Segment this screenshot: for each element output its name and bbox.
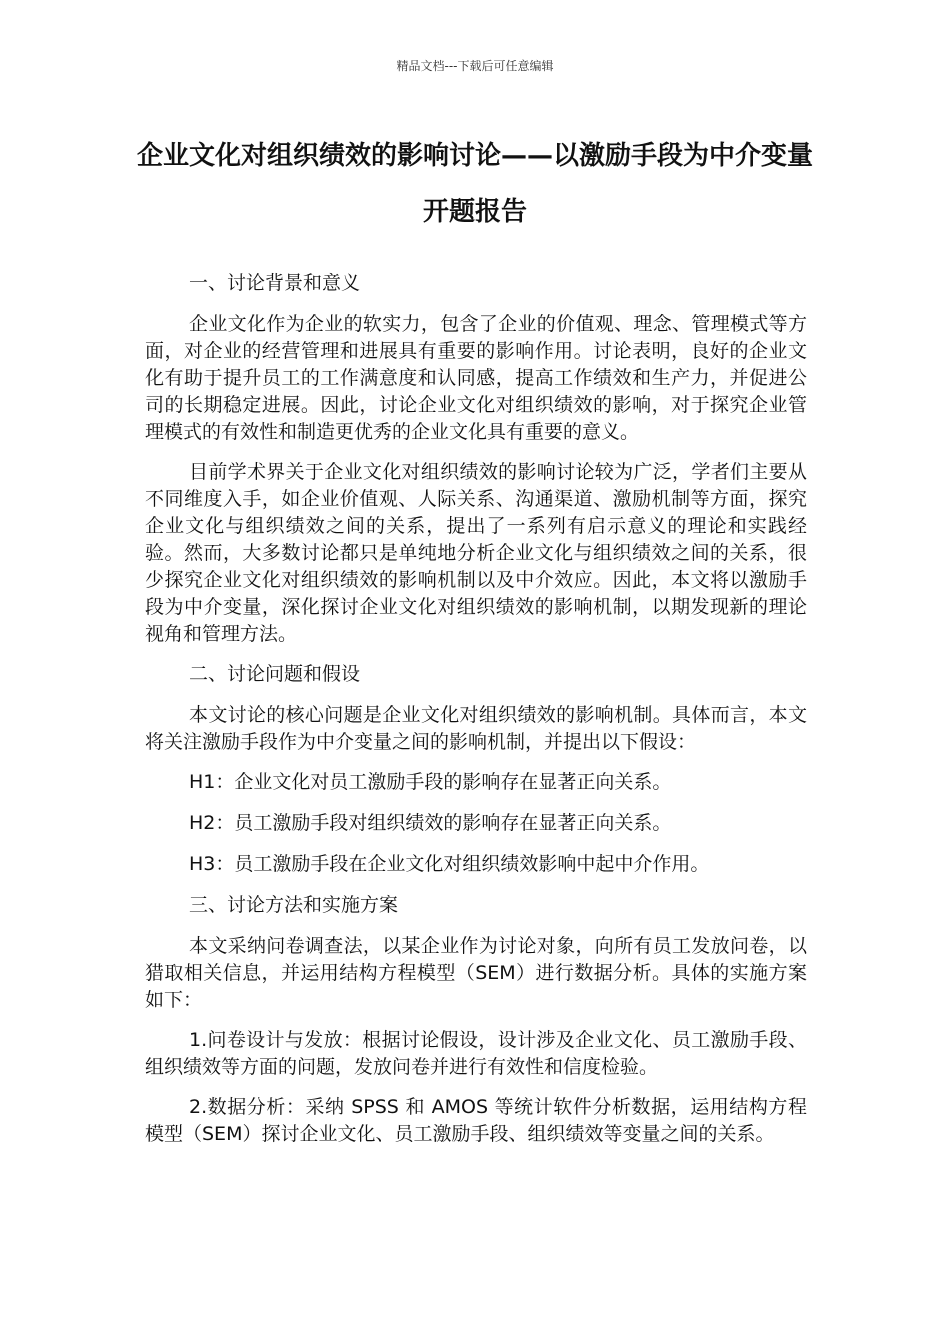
header-note: 精品文档---下载后可任意编辑 — [396, 59, 554, 73]
paragraph-background-2: 目前学术界关于企业文化对组织绩效的影响讨论较为广泛，学者们主要从不同维度入手，如企业价值观、人际关系、沟通渠道、激励机制等方面，探究企业文化与组织绩效之间的关系，提出了一系列有启示意义的理论和实践经验。然而，大多数讨论都只是单纯地分析企业文化与组织绩效之间的关系，很少探究企业文化对组织绩效的影响机制以及中介效应。因此，本文将以激励手段为中介变量，深化探讨企业文化对组织绩效的影响机制，以期发现新的理论视角和管理方法。 — [145, 461, 807, 645]
method-item-2: 2.数据分析：采纳 SPSS 和 AMOS 等统计软件分析数据，运用结构方程模型（SEM）探讨企业文化、员工激励手段、组织绩效等变量之间的关系。 — [145, 1096, 807, 1145]
section-heading-methods: 三、讨论方法和实施方案 — [189, 894, 399, 916]
hypothesis-h3: H3：员工激励手段在企业文化对组织绩效影响中起中介作用。 — [189, 853, 710, 875]
hypothesis-h1: H1：企业文化对员工激励手段的影响存在显著正向关系。 — [189, 771, 672, 793]
document-title: 企业文化对组织绩效的影响讨论——以激励手段为中介变量开题报告 — [136, 141, 813, 227]
section-heading-questions: 二、讨论问题和假设 — [189, 663, 361, 685]
method-item-1: 1.问卷设计与发放：根据讨论假设，设计涉及企业文化、员工激励手段、组织绩效等方面的问题，发放问卷并进行有效性和信度检验。 — [145, 1029, 807, 1078]
document-body — [145, 270, 807, 1161]
section-heading-background: 一、讨论背景和意义 — [189, 272, 361, 294]
paragraph-methods: 本文采纳问卷调查法，以某企业作为讨论对象，向所有员工发放问卷，以猎取相关信息，并运用结构方程模型（SEM）进行数据分析。具体的实施方案如下： — [145, 935, 807, 1011]
paragraph-background-1: 企业文化作为企业的软实力，包含了企业的价值观、理念、管理模式等方面，对企业的经营管理和进展具有重要的影响作用。讨论表明，良好的企业文化有助于提升员工的工作满意度和认同感，提高工作绩效和生产力，并促进公司的长期稳定进展。因此，讨论企业文化对组织绩效的影响，对于探究企业管理模式的有效性和制造更优秀的企业文化具有重要的意义。 — [145, 313, 807, 443]
paragraph-questions: 本文讨论的核心问题是企业文化对组织绩效的影响机制。具体而言，本文将关注激励手段作为中介变量之间的影响机制，并提出以下假设： — [145, 704, 807, 753]
hypothesis-h2: H2：员工激励手段对组织绩效的影响存在显著正向关系。 — [189, 812, 672, 834]
